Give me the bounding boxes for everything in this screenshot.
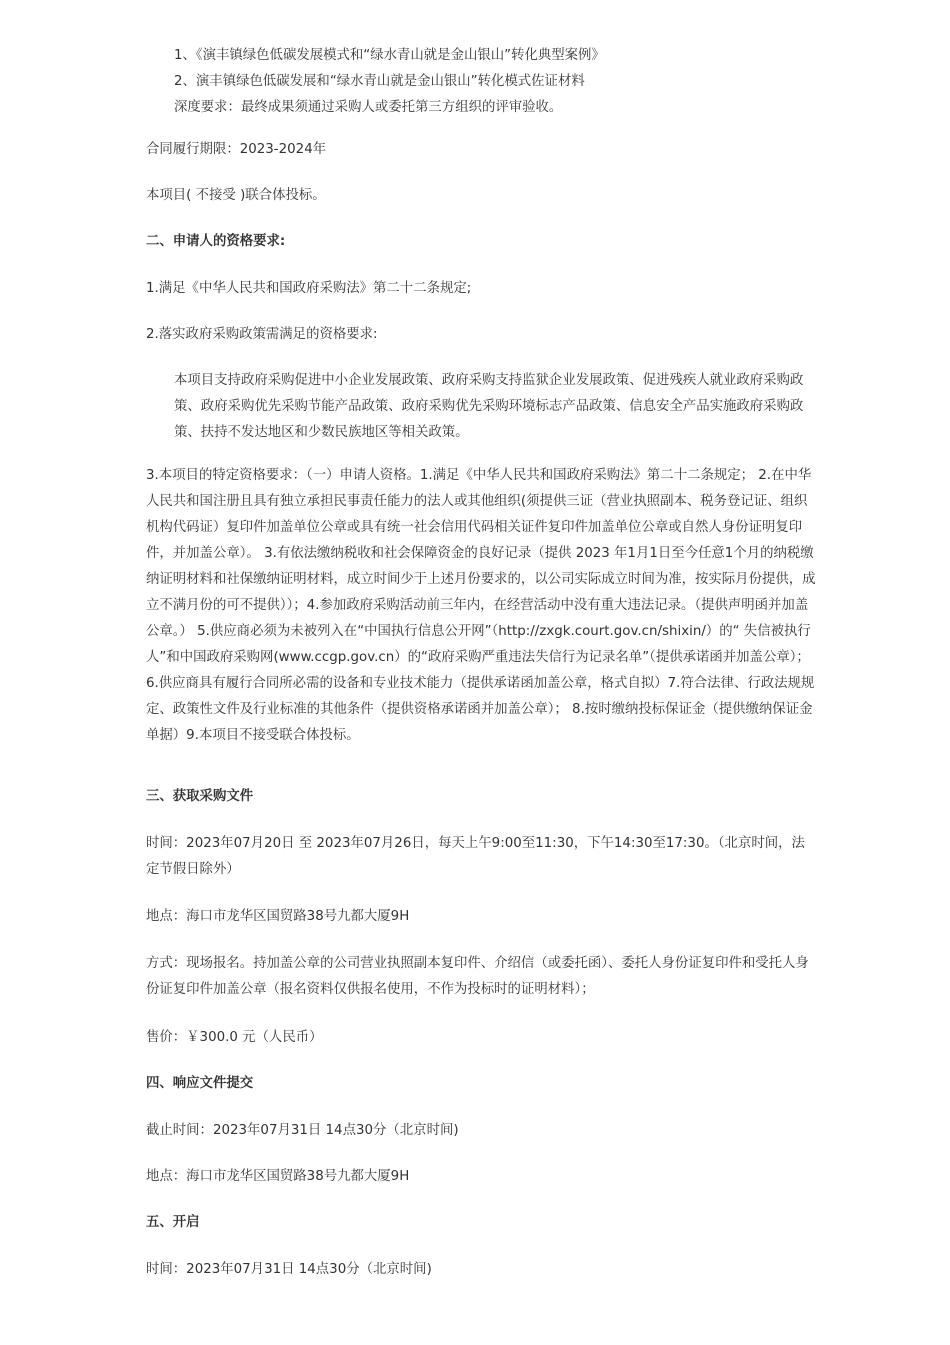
document-price: 售价：￥300.0 元（人民币） — [146, 1030, 323, 1045]
section-4-heading: 四、响应文件提交 — [146, 1076, 254, 1091]
consortium-note: 本项目( 不接受 )联合体投标。 — [146, 188, 326, 203]
section-5-heading: 五、开启 — [146, 1215, 200, 1230]
specific-requirements: 3.本项目的特定资格要求：（一）申请人资格。1.满足《中华人民共和国政府采购法》第二十二条规定； 2.在中华人民共和国注册且具有独立承担民事责任能力的法人或其他组织(须提供三证（营业执照副本、税务登记证、组织机构代码证）复印件加盖单位公章或具有统一社会信用代码相关证件复印件加盖单位公章或自然人身份证明复印件，并加盖公章）。 3.有依法缴纳税收和社会保障资金的良好记录（提供 2023 年1月1日至今任意1个月的纳税缴纳证明材料和社保缴纳证明材料，成立时间少于上述月份要求的，以公司实际成立时间为准，按实际月份提供，成立不满月份的可不提供））；4.参加政府采购活动前三年内，在经营活动中没有重大违法记录。（提供声明函并加盖公章。） 5.供应商必须为未被列入在“中国执行信息公开网”（http://zxgk.court.gov.cn/shixin/）的“ 失信被执行人”和中国政府采购网(www.ccgp.gov.cn）的“政府采购严重违法失信行为记录名单”（提供承诺函并加盖公章）；6.供应商具有履行合同所必需的设备和专业技术能力（提供承诺函加盖公章，格式自拟）7.符合法律、行政法规规定、政策性文件及行业标准的其他条件（提供资格承诺函并加盖公章）； 8.按时缴纳投标保证金（提供缴纳保证金单据）9.本项目不接受联合体投标。 — [146, 468, 816, 743]
depth-requirement: 深度要求：最终成果须通过采购人或委托第三方组织的评审验收。 — [174, 100, 563, 115]
requirement-2: 2.落实政府采购政策需满足的资格要求: — [146, 327, 378, 342]
section-3-heading: 三、获取采购文件 — [146, 789, 254, 804]
contract-period: 合同履行期限：2023-2024年 — [146, 142, 327, 157]
policy-paragraph: 本项目支持政府采购促进中小企业发展政策、政府采购支持监狱企业发展政策、促进残疾人就业政府采购政策、政府采购优先采购节能产品政策、政府采购优先采购环境标志产品政策、信息安全产品实施政府采购政策、扶持不发达地区和少数民族地区等相关政策。 — [174, 373, 804, 440]
requirement-1: 1.满足《中华人民共和国政府采购法》第二十二条规定; — [146, 281, 472, 296]
opening-time: 时间：2023年07月31日 14点30分（北京时间) — [146, 1262, 432, 1277]
deliverable-item-1: 1、《演丰镇绿色低碳发展模式和“绿水青山就是金山银山”转化典型案例》 — [174, 48, 605, 63]
acquisition-time: 时间：2023年07月20日 至 2023年07月26日，每天上午9:00至11:30，下午14:30至17:30。（北京时间，法定节假日除外） — [146, 836, 805, 877]
deliverable-item-2: 2、演丰镇绿色低碳发展和“绿水青山就是金山银山”转化模式佐证材料 — [174, 74, 585, 89]
submission-place: 地点：海口市龙华区国贸路38号九都大厦9H — [146, 1169, 410, 1184]
submission-deadline: 截止时间：2023年07月31日 14点30分（北京时间) — [146, 1123, 459, 1138]
acquisition-place: 地点：海口市龙华区国贸路38号九都大厦9H — [146, 909, 410, 924]
acquisition-method: 方式：现场报名。持加盖公章的公司营业执照副本复印件、介绍信（或委托函）、委托人身份证复印件和受托人身份证复印件加盖公章（报名资料仅供报名使用，不作为投标时的证明材料）； — [146, 956, 809, 997]
section-2-heading: 二、申请人的资格要求: — [146, 234, 286, 249]
